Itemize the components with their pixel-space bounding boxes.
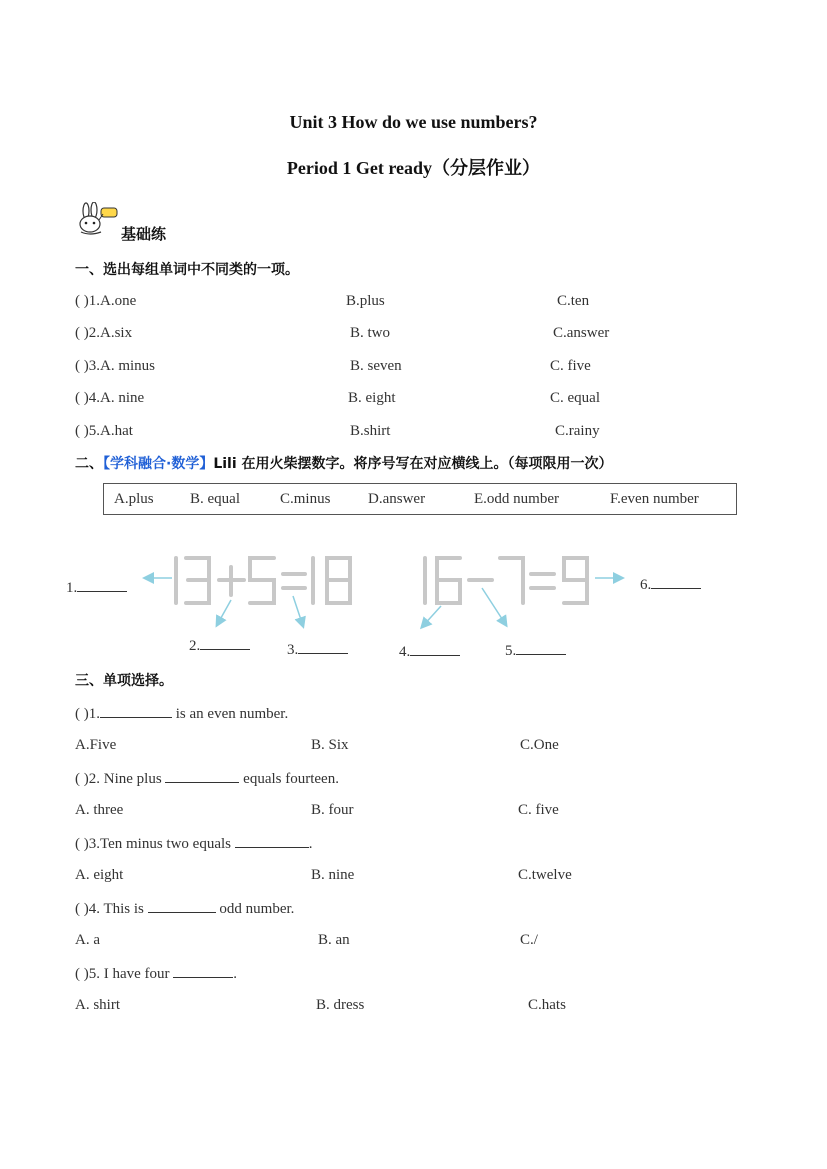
s3-q4-b: B. an — [318, 932, 350, 948]
s1-q2-b: B. two — [350, 325, 391, 341]
s3-q1-b: B. Six — [311, 737, 349, 753]
s1-q1: ( )1.A.one — [75, 293, 137, 309]
s3-q5: ( )5. I have four . — [75, 966, 238, 982]
s3-q2: ( )2. Nine plus equals fourteen. — [75, 771, 339, 787]
word-bank — [103, 483, 737, 515]
option-f: F.even number — [610, 491, 699, 507]
rabbit-mascot-icon — [75, 202, 121, 236]
s3-q2-a: A. three — [75, 802, 124, 818]
s1-q1-c: C.ten — [557, 293, 590, 309]
s1-q3-b: B. seven — [350, 358, 402, 374]
s3-q4-a: A. a — [75, 932, 100, 948]
s1-q4-c: C. equal — [550, 390, 600, 406]
s1-q2-c: C.answer — [553, 325, 610, 341]
option-d: D.answer — [368, 491, 426, 507]
match-blank-5[interactable]: 5. — [505, 641, 566, 660]
s3-q3-c: C.twelve — [518, 867, 572, 883]
s1-q5-c: C.rainy — [555, 423, 600, 439]
answer-blank[interactable] — [235, 834, 309, 848]
s1-q5-b: B.shirt — [350, 423, 391, 439]
match-blank-1[interactable]: 1. — [66, 578, 127, 597]
s3-q1: ( )1. is an even number. — [75, 706, 289, 722]
section2-heading: 二、【学科融合·数学】Lili 在用火柴摆数字。将序号写在对应横线上。（每项限用一次） — [75, 456, 613, 472]
option-b: B. equal — [190, 491, 240, 507]
match-blank-6[interactable]: 6. — [640, 575, 701, 594]
answer-blank[interactable] — [173, 964, 233, 978]
s3-q1-a: A.Five — [75, 737, 117, 753]
option-a: A.plus — [114, 491, 154, 507]
s3-q3: ( )3.Ten minus two equals . — [75, 836, 313, 852]
s3-q3-b: B. nine — [311, 867, 355, 883]
s1-q4-b: B. eight — [348, 390, 396, 406]
s1-q2: ( )2.A.six — [75, 325, 133, 341]
page-title: Unit 3 How do we use numbers? — [289, 112, 538, 132]
answer-blank[interactable] — [100, 704, 172, 718]
option-e: E.odd number — [474, 491, 559, 507]
s3-q2-b: B. four — [311, 802, 354, 818]
subject-tag: 【学科融合·数学】 — [103, 456, 214, 472]
match-blank-2[interactable]: 2. — [189, 636, 250, 655]
s1-q1-b: B.plus — [346, 293, 385, 309]
s1-q3: ( )3.A. minus — [75, 358, 155, 374]
match-blank-3[interactable]: 3. — [287, 640, 348, 659]
s3-q4: ( )4. This is odd number. — [75, 901, 295, 917]
section3-heading: 三、单项选择。 — [75, 673, 173, 689]
section1-heading: 一、选出每组单词中不同类的一项。 — [75, 262, 299, 278]
s3-q4-c: C./ — [520, 932, 538, 948]
s1-q3-c: C. five — [550, 358, 591, 374]
option-c: C.minus — [280, 491, 331, 507]
s1-q5: ( )5.A.hat — [75, 423, 133, 439]
answer-blank[interactable] — [148, 899, 216, 913]
s3-q3-a: A. eight — [75, 867, 124, 883]
match-blank-4[interactable]: 4. — [399, 642, 460, 661]
s3-q5-c: C.hats — [528, 997, 566, 1013]
s1-q4: ( )4.A. nine — [75, 390, 145, 406]
s3-q5-a: A. shirt — [75, 997, 120, 1013]
s3-q1-c: C.One — [520, 737, 559, 753]
page-subtitle: Period 1 Get ready（分层作业） — [286, 158, 541, 178]
s3-q5-b: B. dress — [316, 997, 365, 1013]
s3-q2-c: C. five — [518, 802, 559, 818]
level-label: 基础练 — [121, 225, 167, 243]
answer-blank[interactable] — [165, 769, 239, 783]
